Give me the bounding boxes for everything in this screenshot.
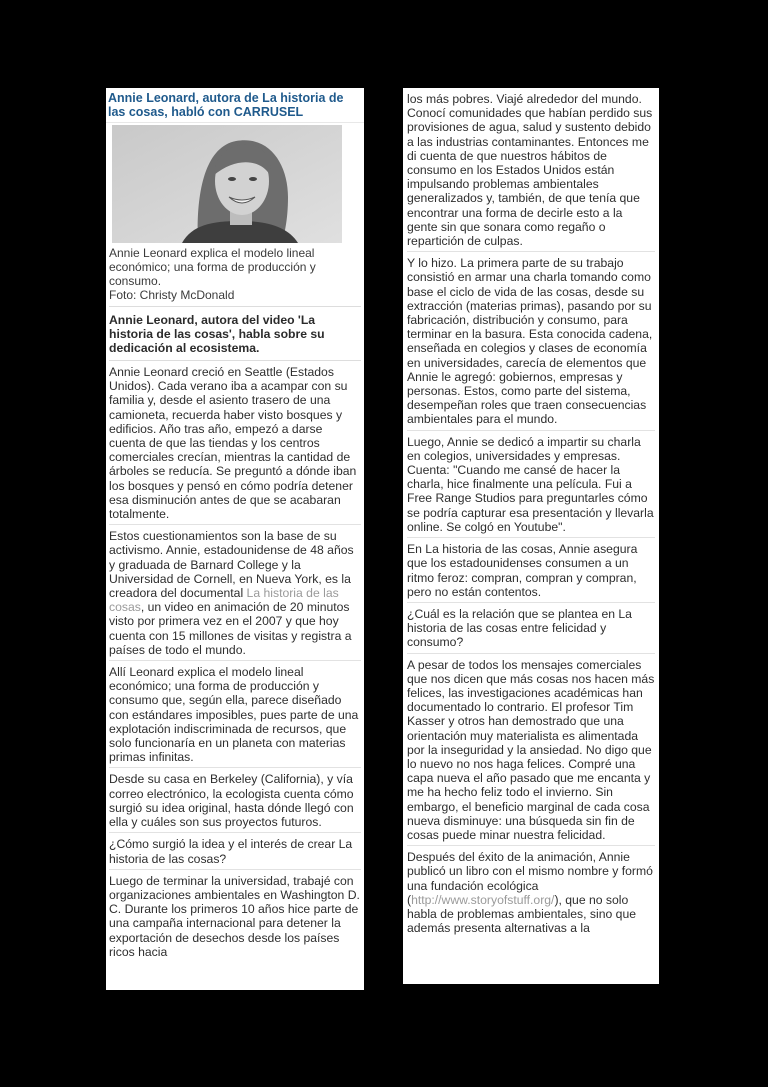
portrait-image: [112, 125, 342, 243]
website-link[interactable]: http://www.storyofstuff.org/: [411, 892, 555, 907]
paragraph: los más pobres. Viajé alrededor del mundo. Conocí comunidades que habían perdido sus provisiones de agua, salud y sustento debido a las industrias contaminantes. Entonces me di cuenta de que nuestros hábitos de consumo en los Estados Unidos están impulsando problemas ambientales generalizados y, también, de que tenía que encontrar una forma de decirle esto a la gente sin que sonara como regaño o repartición de culpas.: [407, 90, 655, 252]
interview-question: ¿Cuál es la relación que se plantea en La historia de las cosas entre felicidad y consumo?: [407, 603, 655, 654]
documentary-link[interactable]: La historia de las cosas: [109, 586, 339, 615]
paragraph: Desde su casa en Berkeley (California), y vía correo electrónico, la ecologista cuenta cómo surgió su idea original, hasta dónde llegó con ella y cuáles son sus proyectos futuros.: [109, 768, 361, 833]
paragraph: Después del éxito de la animación, Annie publicó un libro con el mismo nombre y formó una fundación ecológica (http://www.storyofstuff.org/), que no solo habla de problemas ambientales, sino que además presenta alternativas a la: [407, 850, 653, 936]
caption-text: Annie Leonard explica el modelo lineal económico; una forma de producción y consumo.: [109, 246, 316, 288]
paragraph: Luego, Annie se dedicó a impartir su charla en colegios, universidades y empresas. Cuenta: "Cuando me cansé de hacer la charla, hice finalmente una película. Fui a Free Range Studios para preguntarles cómo se podría capturar esa presentación y llevarla online. Se colgó en Youtube".: [407, 431, 655, 538]
photo-caption: [109, 243, 361, 307]
article-subhead: Annie Leonard, autora del video 'La historia de las cosas', habla sobre su dedicación al ecosistema.: [109, 307, 361, 361]
paragraph: A pesar de todos los mensajes comerciales que nos dicen que más cosas nos hacen más felices, las investigaciones académicas han documentado lo contrario. El profesor Tim Kasser y otros han demostrado que una orientación muy materialista es alimentada por la inseguridad y la ansiedad. No digo que lo nuevo no nos haga felices. Compré una capa nueva el año pasado que me encanta y me ha hecho feliz todo el invierno. Sin embargo, el beneficio marginal de cada cosa nueva disminuye: una búsqueda sin fin de cosas puede minar nuestra felicidad.: [407, 654, 655, 847]
paragraph: Y lo hizo. La primera parte de su trabajo consistió en armar una charla tomando como base el ciclo de vida de las cosas, desde su extracción (materias primas), pasando por su fabricación, distribución y consumo, para terminar en la basura. Esta conocida cadena, enseñada en colegios y clases de economía en universidades, carecía de elementos que Annie le agregó: gobiernos, empresas y personas. Estos, como parte del sistema, desempeñan roles que traen consecuencias ambientales para el mundo.: [407, 252, 655, 430]
right-column: [403, 88, 659, 984]
author-photo: [112, 125, 342, 243]
left-column: [106, 88, 364, 990]
article-headline: Annie Leonard, autora de La historia de las cosas, habló con CARRUSEL: [106, 88, 364, 123]
photo-credit: Foto: Christy McDonald: [109, 288, 235, 302]
paragraph: Annie Leonard creció en Seattle (Estados Unidos). Cada verano iba a acampar con su familia y, desde el asiento trasero de una camioneta, recuerda haber visto bosques y edificios. Año tras año, empezó a darse cuenta de que las tiendas y los centros comerciales crecían, mientras la cantidad de árboles se reducía. Se preguntó a dónde iban los bosques y pensó en cómo podría detener esa disminución antes de que se acabaran totalmente.: [109, 361, 361, 525]
interview-question: ¿Cómo surgió la idea y el interés de crear La historia de las cosas?: [109, 833, 361, 869]
paragraph: En La historia de las cosas, Annie asegura que los estadounidenses consumen a un ritmo feroz: compran, compran y compran, pero no están contentos.: [407, 538, 655, 603]
paragraph: Allí Leonard explica el modelo lineal económico; una forma de producción y consumo que, según ella, parece diseñado con estándares imposibles, pues parte de una explotación indiscriminada de recursos, que solo funcionaría en un planeta con materias primas infinitas.: [109, 661, 361, 768]
paragraph: Estos cuestionamientos son la base de su activismo. Annie, estadounidense de 48 años y graduada de Barnard College y la Universidad de Cornell, en Nueva York, es la creadora del documental La historia de las cosas, un video en animación de 20 minutos visto por primera vez en el 2007 y que hoy cuenta con 15 millones de visitas y registra a países de todo el mundo.: [109, 525, 361, 661]
paragraph: Luego de terminar la universidad, trabajé con organizaciones ambientales en Washington D. C. Durante los primeros 10 años hice parte de una campaña internacional para detener la exportación de desechos desde los países ricos hacia: [109, 873, 360, 959]
